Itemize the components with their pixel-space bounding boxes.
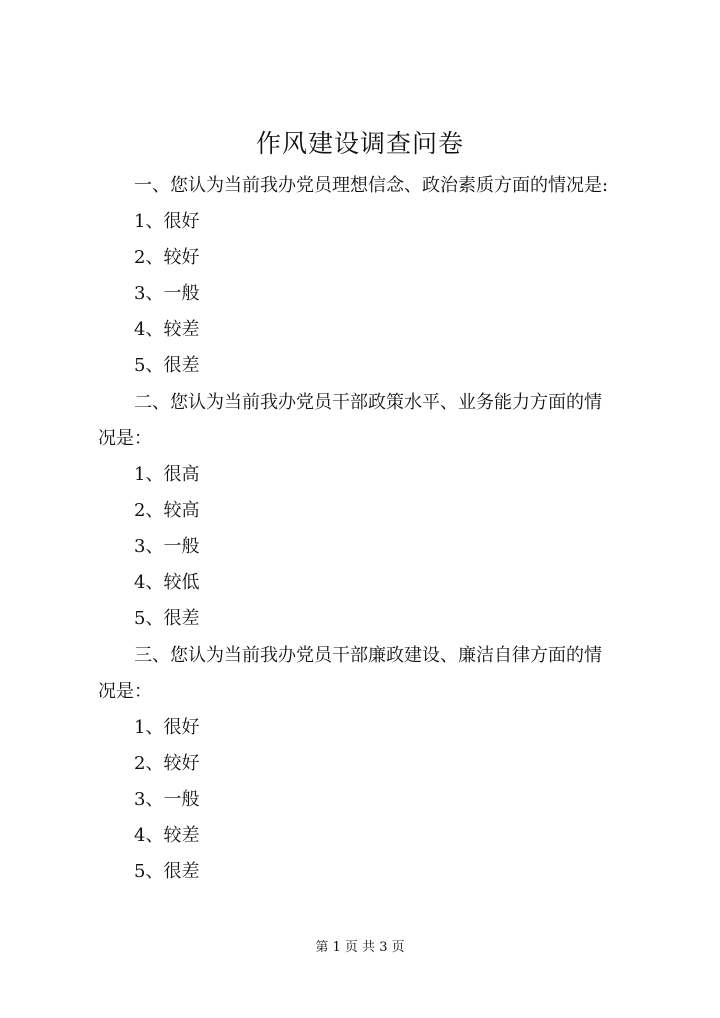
question-2-text: 二、您认为当前我办党员干部政策水平、业务能力方面的情 (134, 392, 602, 413)
question-3-option-2: 2、较好 (134, 753, 200, 774)
question-3-option-3: 3、一般 (134, 789, 200, 810)
question-2-option-2: 2、较高 (134, 500, 200, 521)
question-3-option-4: 4、较差 (134, 825, 200, 846)
question-1-option-1: 1、很好 (134, 211, 200, 232)
question-2-option-1: 1、很高 (134, 464, 200, 485)
question-3-text: 三、您认为当前我办党员干部廉政建设、廉洁自律方面的情 (134, 645, 602, 666)
question-1-option-2: 2、较好 (134, 247, 200, 268)
question-3-text-continued: 况是： (98, 681, 152, 702)
question-3-option-5: 5、很差 (134, 861, 200, 882)
question-1-option-3: 3、一般 (134, 283, 200, 304)
question-2-text-continued: 况是： (98, 428, 152, 449)
page-footer: 第 1 页 共 3 页 (315, 940, 405, 955)
question-2-option-5: 5、很差 (134, 608, 200, 629)
question-1-text: 一、您认为当前我办党员理想信念、政治素质方面的情况是: (134, 175, 609, 196)
question-2-option-3: 3、一般 (134, 536, 200, 557)
question-1-option-5: 5、很差 (134, 355, 200, 376)
question-3-option-1: 1、很好 (134, 717, 200, 738)
question-2-option-4: 4、较低 (134, 572, 200, 593)
page-title: 作风建设调查问卷 (255, 129, 464, 158)
question-1-option-4: 4、较差 (134, 319, 200, 340)
